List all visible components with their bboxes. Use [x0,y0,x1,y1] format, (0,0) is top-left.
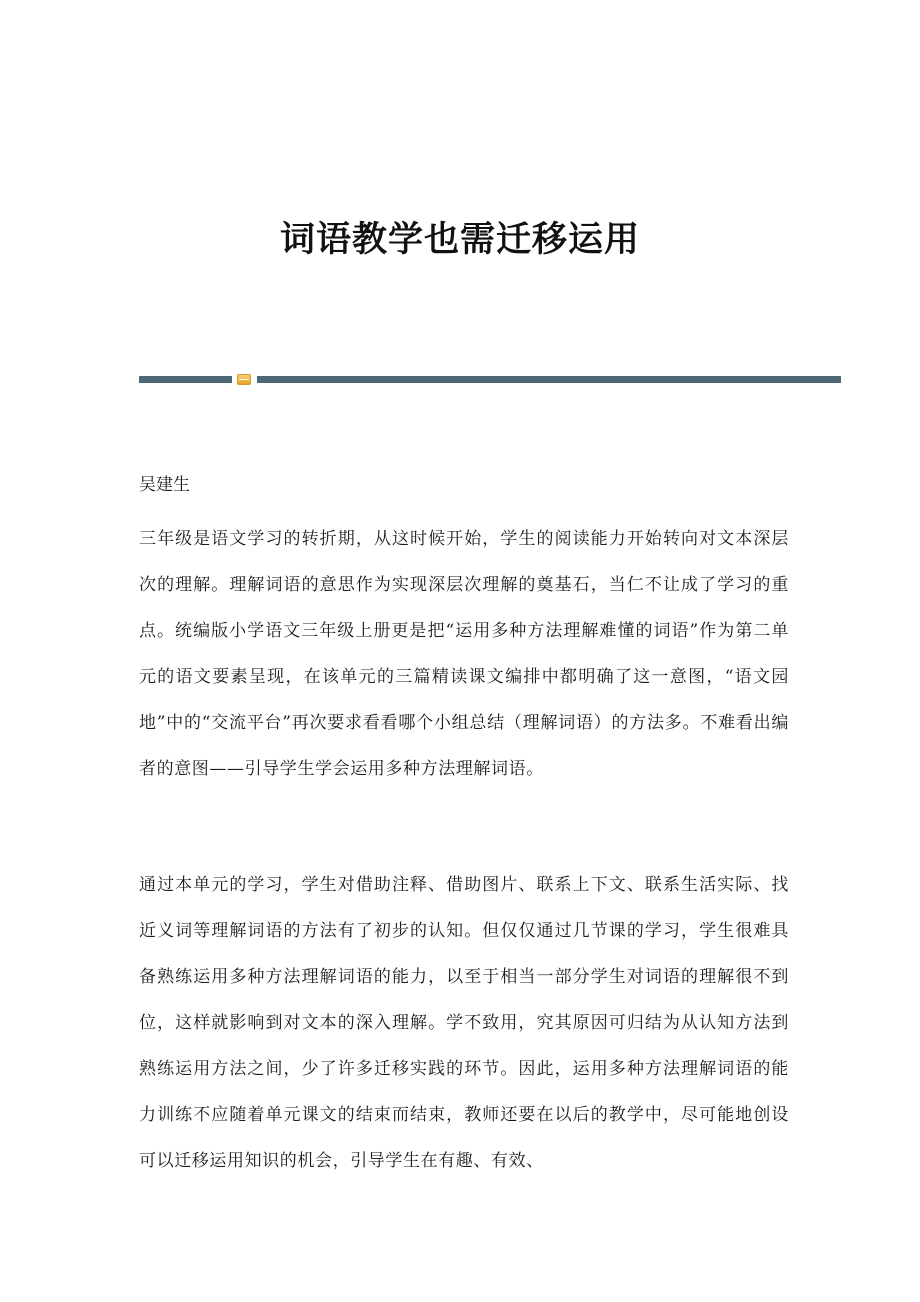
page-title: 词语教学也需迁移运用 [279,219,640,260]
body-paragraph-2: 通过本单元的学习，学生对借助注释、借助图片、联系上下文、联系生活实际、找近义词等理解词语的方法有了初步的认知。但仅仅通过几节课的学习，学生很难具备熟练运用多种方法理解词语的能力，以至于相当一部分学生对词语的理解很不到位，这样就影响到对文本的深入理解。学不致用，究其原因可归结为从认知方法到熟练运用方法之间，少了许多迁移实践的环节。因此，运用多种方法理解词语的能力训练不应随着单元课文的结束而结束，教师还要在以后的教学中，尽可能地创设可以迁移运用知识的机会，引导学生在有趣、有效、 [139,875,789,1171]
divider-bar-right [257,376,841,383]
title-divider [139,374,841,384]
note-marker-icon [237,374,251,385]
divider-bar-left [139,376,232,383]
body-paragraph-1: 三年级是语文学习的转折期，从这时候开始，学生的阅读能力开始转向对文本深层次的理解。理解词语的意思作为实现深层次理解的奠基石，当仁不让成了学习的重点。统编版小学语文三年级上册更是把“运用多种方法理解难懂的词语”作为第二单元的语文要素呈现，在该单元的三篇精读课文编排中都明确了这一意图，“语文园地”中的“交流平台”再次要求看看哪个小组总结（理解词语）的方法多。不难看出编者的意图——引导学生学会运用多种方法理解词语。 [139,529,789,779]
author-name: 吴建生 [139,475,190,495]
